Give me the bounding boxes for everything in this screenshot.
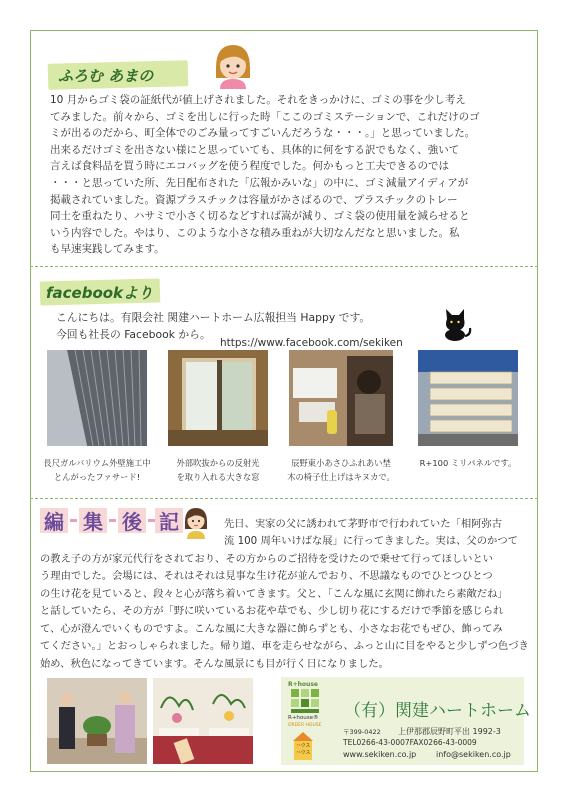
henshu-line: と話していたら、その方が「野に咲いているお花や草でも、少し切り花にするだけで季節を感じられ	[40, 605, 504, 617]
furomu-line: てみました。前々から、ゴミを出しに行った時「ここのゴミステーションで、これだけのゴ	[50, 111, 480, 123]
large-window-photo	[168, 350, 268, 446]
photo-caption: 長尺ガルバリウム外壁施工中 とんがったファサード!	[43, 458, 151, 482]
photo-caption: R+100 ミリパネルです。	[419, 458, 517, 468]
furomu-line: いう内容でした。やはり、このような小さな積み重ねが大切なんだなと思いました。私	[50, 227, 460, 239]
furomu-line: 出来るだけゴミを出さない様にと思っていても、具体的に何をする訳でもなく、強いて	[50, 144, 460, 156]
title-char: 記	[155, 508, 183, 533]
panel-stack-photo	[418, 350, 518, 446]
henshu-line: の生け花を見ていると、段々と心が落ち着いてきます。父と、「こんな風に玄関に飾れたら素敵だね」	[40, 588, 508, 600]
house-logo-label: ハウス ハウス	[295, 743, 311, 756]
henshu-line: う理由でした。会場には、それはそれは見事な生け花が並んでおり、不思議なものでひとつひとつ	[40, 570, 493, 582]
furomu-line: 10 月からゴミ袋の証紙代が値上げされました。それをきっかけに、ゴミの事を少し考え	[50, 94, 466, 106]
logo-label: R+house®	[288, 715, 319, 721]
henshu-line: てください。」とおっしゃられました。帰り道、車を走らせながら、ふっと山に目をやると少しずつ色づき	[40, 640, 529, 652]
henshu-line: の教え子の方が家元代行をされており、その方からのご招待を受けたので乗せて行ってほしいとい	[40, 553, 494, 565]
henshu-line: 流 100 周年いけばな展」に行ってきました。実は、父のかつて	[224, 535, 518, 547]
website-link[interactable]: www.sekiken.co.jp	[343, 750, 417, 759]
woman-avatar-icon	[209, 41, 257, 89]
title-separator	[70, 519, 77, 522]
henshu-line: 先日、実家の父に誘われて茅野市で行われていた「相阿弥古	[224, 518, 503, 530]
photo-caption: 辰野東小あさひふれあい埜 木の椅子仕上げはキヌカで。	[287, 458, 395, 482]
facebook-heading: facebookより	[46, 284, 154, 302]
postal-code: 〒399-0422	[343, 728, 381, 736]
email-link[interactable]: info@sekiken.co.jp	[436, 750, 511, 759]
furomu-line: も早速実践してみます。	[50, 243, 165, 255]
r-plus-house-logo-icon	[291, 689, 319, 713]
section-divider	[30, 498, 538, 499]
photo-caption: 外部吹抜からの反射光 を取り入れる大きな窓	[176, 458, 260, 482]
logo-sub-text: ORDER HOUSE	[288, 723, 322, 728]
furomu-line: ・・・と思っていた所、先日配布された「広報かみいな」の中に、ゴミ減量アイディアが	[50, 177, 469, 189]
title-char: 編	[40, 508, 68, 533]
furomu-line: ミが出るのだから、町全体でのごみ量ってすごいんだろうな・・・。」と思っていました。	[50, 127, 476, 139]
furomu-line: 掲載されていました。資源プラスチックは容量がかさばるので、プラスチックのトレー	[50, 194, 458, 206]
henshu-line: て、心が澄んでいくものですよ。こんな風に大きな器に飾らずとも、小さなお花でもぜひ、飾ってみ	[40, 623, 503, 635]
ikebana-display-photo	[153, 678, 253, 764]
furomu-line: 同士を重ねたり、ハサミで小さく切るなどすれば嵩が減り、ゴミ袋の使用量を減らせると	[50, 210, 470, 222]
facebook-intro-line: こんにちは。有限会社 関建ハートホーム広報担当 Happy です。	[56, 311, 371, 324]
facebook-intro-line: 今回も社長の Facebook から。	[56, 328, 211, 341]
wooden-chair-photo	[289, 350, 393, 446]
facebook-url-link[interactable]: https://www.facebook.com/sekiken	[220, 337, 403, 349]
ikebana-exhibition-photo	[47, 678, 147, 764]
title-char: 集	[79, 508, 107, 533]
furomu-line: 言えば食料品を買う時にエコバッグを使う程度でした。何かもっと工夫できるのでは	[50, 160, 449, 172]
black-cat-icon	[438, 305, 472, 341]
company-name: （有）関建ハートホーム	[344, 701, 531, 721]
title-char: 後	[118, 508, 146, 533]
henshu-line: 始め、秋色になってきています。そんな風景にも目が行く日になりました。	[40, 658, 389, 670]
furomu-heading: ふろむ あまの	[58, 67, 154, 85]
title-separator	[109, 519, 116, 522]
galvalume-wall-photo	[47, 350, 147, 446]
tel-fax: TEL0266-43-0007FAX0266-43-0009	[343, 738, 477, 747]
girl-avatar-icon	[181, 505, 211, 539]
title-separator	[148, 519, 155, 522]
company-address: 上伊那郡辰野町平出 1992-3	[398, 727, 501, 736]
logo-brand-text: R+house	[288, 681, 318, 688]
section-divider	[30, 266, 538, 267]
